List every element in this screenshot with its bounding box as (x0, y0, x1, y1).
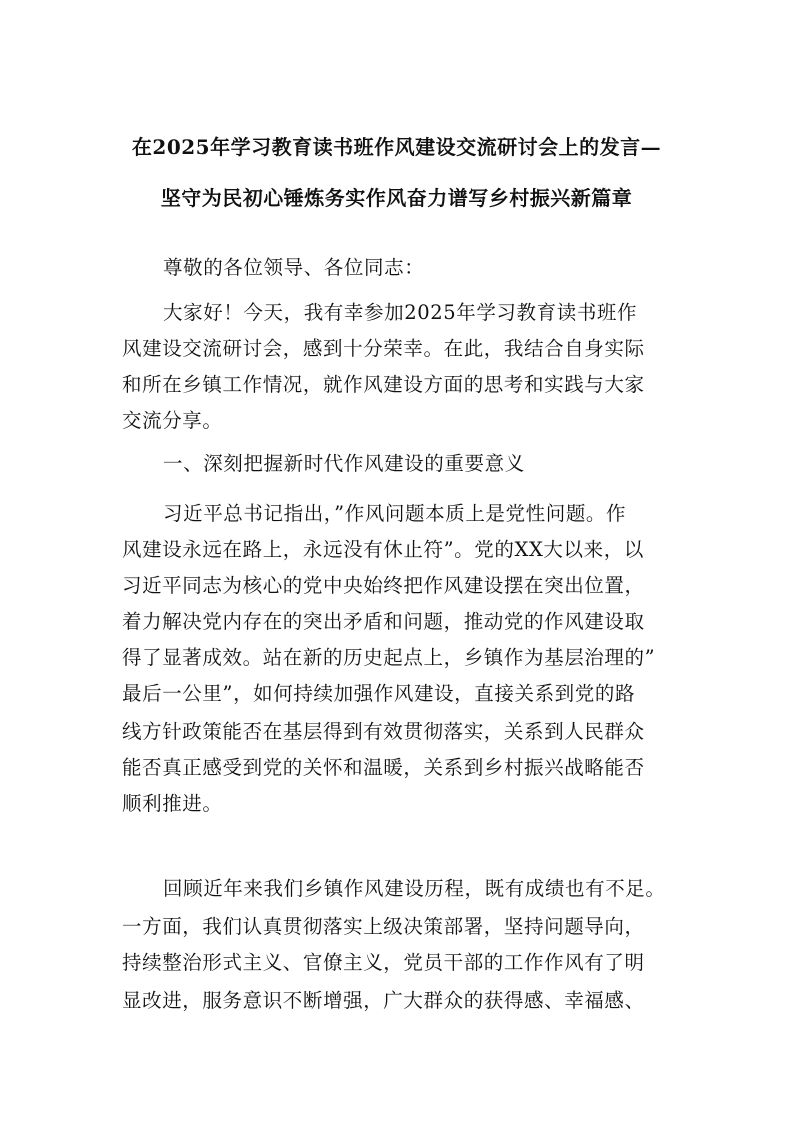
paragraph-3-line: 一方面，我们认真贯彻落实上级决策部署，坚持问题导向， (122, 915, 645, 938)
paragraph-3-line: 回顾近年来我们乡镇作风建设历程，既有成绩也有不足。 (163, 877, 666, 900)
paragraph-2-line: 风建设永远在路上，永远没有休止符”。党的XX大以来，以 (122, 538, 644, 561)
paragraph-2-line: 能否真正感受到党的关怀和温暖，关系到乡村振兴战略能否 (122, 756, 645, 779)
paragraph-2-line: 着力解决党内存在的突出矛盾和问题，推动党的作风建设取 (122, 610, 645, 633)
paragraph-1-line: 大家好！今天，我有幸参加2025年学习教育读书班作 (163, 301, 638, 324)
section-heading-1: 一、深刻把握新时代作风建设的重要意义 (163, 452, 525, 475)
paragraph-2-line: 最后一公里”，如何持续加强作风建设，直接关系到党的路 (122, 682, 636, 705)
paragraph-3-line: 显改进，服务意识不断增强，广大群众的获得感、幸福感、 (122, 989, 645, 1012)
paragraph-2-line: 得了显著成效。站在新的历史起点上，乡镇作为基层治理的” (122, 646, 656, 669)
paragraph-2-line: 线方针政策能否在基层得到有效贯彻落实，关系到人民群众 (122, 720, 645, 743)
salutation: 尊敬的各位领导、各位同志： (163, 256, 425, 279)
paragraph-1-line: 和所在乡镇工作情况，就作风建设方面的思考和实践与大家 (122, 373, 645, 396)
document-title-line1: 在2025年学习教育读书班作风建设交流研讨会上的发言— (131, 135, 662, 159)
document-title-line2: 坚守为民初心锤炼务实作风奋力谱写乡村振兴新篇章 (160, 186, 633, 210)
paragraph-1-line: 交流分享。 (122, 409, 223, 432)
paragraph-2-line: 习近平同志为核心的党中央始终把作风建设摆在突出位置， (122, 574, 645, 597)
paragraph-3-line: 持续整治形式主义、官僚主义，党员干部的工作作风有了明 (122, 951, 645, 974)
paragraph-1-line: 风建设交流研讨会，感到十分荣幸。在此，我结合自身实际 (122, 337, 645, 360)
paragraph-2-line: 习近平总书记指出，”作风问题本质上是党性问题。作 (163, 502, 627, 525)
paragraph-2-line: 顺利推进。 (122, 792, 223, 815)
